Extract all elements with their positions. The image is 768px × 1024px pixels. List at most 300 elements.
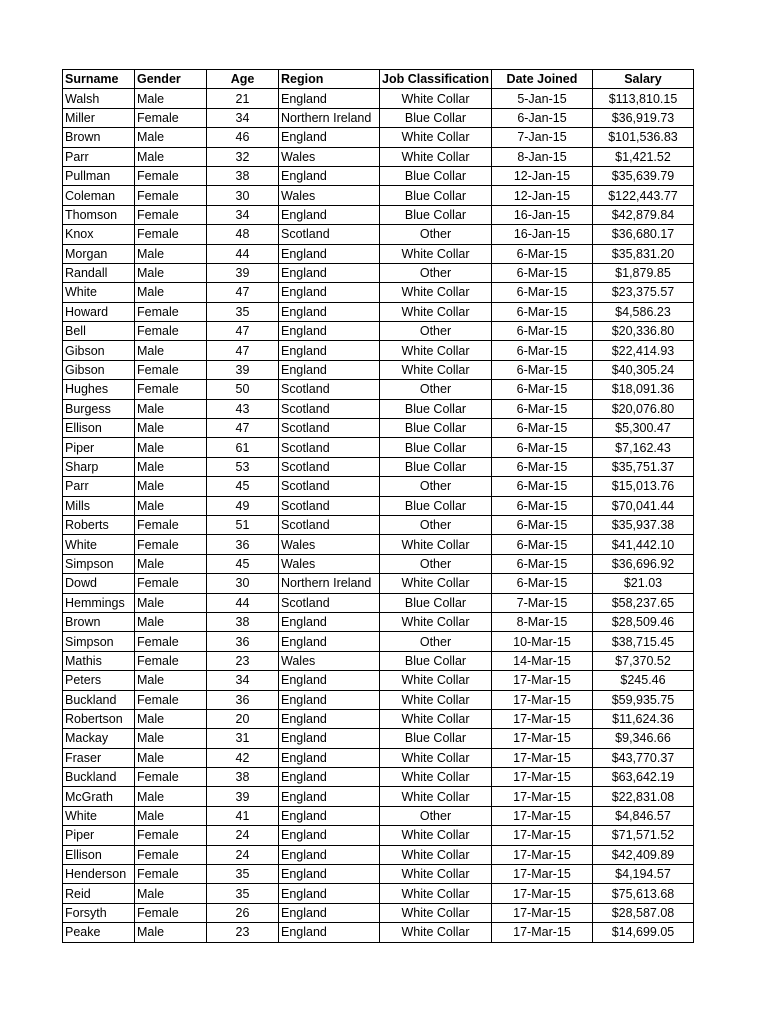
cell-date-joined: 17-Mar-15 — [491, 826, 592, 845]
cell-date-joined: 8-Mar-15 — [491, 612, 592, 631]
table-row — [63, 593, 694, 612]
cell-salary: $35,937.38 — [592, 515, 693, 534]
cell-age: 35 — [207, 302, 279, 321]
cell-job-classification: Blue Collar — [380, 419, 492, 438]
cell-region: England — [279, 806, 380, 825]
cell-gender: Female — [135, 632, 207, 651]
table-row — [63, 690, 694, 709]
cell-date-joined: 5-Jan-15 — [491, 89, 592, 108]
table-row — [63, 225, 694, 244]
cell-job-classification: Other — [380, 477, 492, 496]
cell-surname: Dowd — [63, 574, 135, 593]
cell-job-classification: White Collar — [380, 748, 492, 767]
cell-gender: Female — [135, 690, 207, 709]
cell-date-joined: 6-Mar-15 — [491, 438, 592, 457]
cell-job-classification: White Collar — [380, 341, 492, 360]
cell-salary: $21.03 — [592, 574, 693, 593]
cell-region: Northern Ireland — [279, 108, 380, 127]
cell-date-joined: 6-Mar-15 — [491, 322, 592, 341]
cell-surname: Simpson — [63, 554, 135, 573]
cell-date-joined: 17-Mar-15 — [491, 690, 592, 709]
cell-job-classification: White Collar — [380, 671, 492, 690]
cell-gender: Female — [135, 826, 207, 845]
cell-salary: $122,443.77 — [592, 186, 693, 205]
cell-salary: $35,831.20 — [592, 244, 693, 263]
cell-date-joined: 8-Jan-15 — [491, 147, 592, 166]
cell-age: 38 — [207, 768, 279, 787]
cell-region: Scotland — [279, 419, 380, 438]
table-row — [63, 845, 694, 864]
cell-age: 30 — [207, 574, 279, 593]
table-row — [63, 515, 694, 534]
cell-date-joined: 6-Mar-15 — [491, 399, 592, 418]
cell-gender: Female — [135, 186, 207, 205]
table-row — [63, 574, 694, 593]
cell-gender: Male — [135, 128, 207, 147]
cell-date-joined: 6-Mar-15 — [491, 360, 592, 379]
cell-surname: Coleman — [63, 186, 135, 205]
cell-job-classification: Other — [380, 263, 492, 282]
cell-surname: Bell — [63, 322, 135, 341]
cell-region: Scotland — [279, 225, 380, 244]
table-row — [63, 632, 694, 651]
cell-salary: $4,586.23 — [592, 302, 693, 321]
cell-surname: Roberts — [63, 515, 135, 534]
cell-job-classification: Other — [380, 806, 492, 825]
cell-age: 41 — [207, 806, 279, 825]
cell-job-classification: Other — [380, 380, 492, 399]
cell-age: 44 — [207, 593, 279, 612]
cell-date-joined: 16-Jan-15 — [491, 225, 592, 244]
table-row — [63, 768, 694, 787]
cell-surname: White — [63, 283, 135, 302]
cell-surname: Mathis — [63, 651, 135, 670]
cell-gender: Male — [135, 671, 207, 690]
cell-age: 34 — [207, 205, 279, 224]
table-row — [63, 380, 694, 399]
table-row — [63, 884, 694, 903]
cell-age: 45 — [207, 477, 279, 496]
cell-age: 23 — [207, 923, 279, 942]
cell-surname: Mills — [63, 496, 135, 515]
cell-gender: Female — [135, 302, 207, 321]
cell-surname: Peake — [63, 923, 135, 942]
cell-surname: Hughes — [63, 380, 135, 399]
cell-surname: Miller — [63, 108, 135, 127]
cell-date-joined: 6-Jan-15 — [491, 108, 592, 127]
cell-age: 53 — [207, 457, 279, 476]
table-row — [63, 826, 694, 845]
cell-job-classification: Other — [380, 322, 492, 341]
cell-gender: Female — [135, 108, 207, 127]
cell-age: 47 — [207, 322, 279, 341]
cell-region: England — [279, 748, 380, 767]
cell-job-classification: White Collar — [380, 865, 492, 884]
cell-region: England — [279, 787, 380, 806]
cell-age: 34 — [207, 671, 279, 690]
cell-age: 49 — [207, 496, 279, 515]
cell-surname: Mackay — [63, 729, 135, 748]
cell-gender: Male — [135, 419, 207, 438]
cell-salary: $11,624.36 — [592, 709, 693, 728]
cell-gender: Male — [135, 709, 207, 728]
cell-age: 46 — [207, 128, 279, 147]
cell-surname: Ellison — [63, 419, 135, 438]
cell-job-classification: White Collar — [380, 283, 492, 302]
cell-salary: $75,613.68 — [592, 884, 693, 903]
cell-job-classification: White Collar — [380, 845, 492, 864]
cell-salary: $40,305.24 — [592, 360, 693, 379]
cell-surname: Piper — [63, 438, 135, 457]
header-age: Age — [207, 70, 279, 89]
cell-gender: Male — [135, 923, 207, 942]
cell-gender: Male — [135, 477, 207, 496]
cell-surname: Hemmings — [63, 593, 135, 612]
cell-date-joined: 6-Mar-15 — [491, 380, 592, 399]
cell-surname: Howard — [63, 302, 135, 321]
cell-age: 24 — [207, 826, 279, 845]
cell-region: Scotland — [279, 593, 380, 612]
cell-date-joined: 6-Mar-15 — [491, 477, 592, 496]
cell-gender: Male — [135, 438, 207, 457]
cell-job-classification: White Collar — [380, 903, 492, 922]
cell-job-classification: White Collar — [380, 787, 492, 806]
cell-surname: White — [63, 535, 135, 554]
cell-surname: Piper — [63, 826, 135, 845]
table-row — [63, 729, 694, 748]
cell-salary: $245.46 — [592, 671, 693, 690]
cell-job-classification: Other — [380, 225, 492, 244]
cell-date-joined: 6-Mar-15 — [491, 419, 592, 438]
cell-gender: Male — [135, 806, 207, 825]
cell-gender: Female — [135, 515, 207, 534]
cell-region: Scotland — [279, 438, 380, 457]
cell-date-joined: 17-Mar-15 — [491, 806, 592, 825]
cell-gender: Female — [135, 380, 207, 399]
cell-gender: Male — [135, 787, 207, 806]
cell-salary: $1,879.85 — [592, 263, 693, 282]
cell-job-classification: White Collar — [380, 535, 492, 554]
cell-surname: Gibson — [63, 360, 135, 379]
cell-salary: $18,091.36 — [592, 380, 693, 399]
cell-surname: Simpson — [63, 632, 135, 651]
cell-job-classification: White Collar — [380, 690, 492, 709]
cell-date-joined: 17-Mar-15 — [491, 903, 592, 922]
cell-region: Wales — [279, 554, 380, 573]
table-row — [63, 263, 694, 282]
cell-gender: Female — [135, 574, 207, 593]
cell-job-classification: Blue Collar — [380, 496, 492, 515]
cell-surname: Walsh — [63, 89, 135, 108]
cell-gender: Male — [135, 147, 207, 166]
cell-date-joined: 17-Mar-15 — [491, 787, 592, 806]
header-salary: Salary — [592, 70, 693, 89]
cell-age: 61 — [207, 438, 279, 457]
cell-region: England — [279, 709, 380, 728]
cell-date-joined: 6-Mar-15 — [491, 283, 592, 302]
cell-salary: $20,336.80 — [592, 322, 693, 341]
table-row — [63, 535, 694, 554]
table-row — [63, 554, 694, 573]
cell-job-classification: Other — [380, 515, 492, 534]
table-row — [63, 419, 694, 438]
cell-job-classification: Blue Collar — [380, 205, 492, 224]
cell-salary: $1,421.52 — [592, 147, 693, 166]
cell-salary: $5,300.47 — [592, 419, 693, 438]
cell-region: England — [279, 283, 380, 302]
table-row — [63, 108, 694, 127]
cell-job-classification: White Collar — [380, 884, 492, 903]
header-gender: Gender — [135, 70, 207, 89]
cell-salary: $58,237.65 — [592, 593, 693, 612]
cell-date-joined: 17-Mar-15 — [491, 768, 592, 787]
cell-job-classification: White Collar — [380, 612, 492, 631]
cell-salary: $36,696.92 — [592, 554, 693, 573]
cell-salary: $42,409.89 — [592, 845, 693, 864]
table-row — [63, 787, 694, 806]
cell-region: England — [279, 768, 380, 787]
cell-surname: Randall — [63, 263, 135, 282]
cell-salary: $36,680.17 — [592, 225, 693, 244]
cell-salary: $14,699.05 — [592, 923, 693, 942]
cell-salary: $20,076.80 — [592, 399, 693, 418]
cell-age: 26 — [207, 903, 279, 922]
cell-surname: Parr — [63, 147, 135, 166]
cell-gender: Male — [135, 457, 207, 476]
cell-surname: Robertson — [63, 709, 135, 728]
cell-salary: $63,642.19 — [592, 768, 693, 787]
cell-region: England — [279, 322, 380, 341]
table-row — [63, 457, 694, 476]
cell-surname: Burgess — [63, 399, 135, 418]
cell-region: Wales — [279, 147, 380, 166]
cell-region: England — [279, 826, 380, 845]
table-row — [63, 806, 694, 825]
cell-surname: Forsyth — [63, 903, 135, 922]
cell-job-classification: Blue Collar — [380, 651, 492, 670]
table-row — [63, 651, 694, 670]
cell-surname: Gibson — [63, 341, 135, 360]
cell-age: 39 — [207, 360, 279, 379]
cell-region: England — [279, 166, 380, 185]
cell-region: England — [279, 884, 380, 903]
cell-job-classification: White Collar — [380, 89, 492, 108]
cell-region: England — [279, 341, 380, 360]
cell-gender: Male — [135, 884, 207, 903]
cell-age: 36 — [207, 690, 279, 709]
cell-salary: $71,571.52 — [592, 826, 693, 845]
cell-salary: $7,370.52 — [592, 651, 693, 670]
cell-surname: White — [63, 806, 135, 825]
cell-surname: Fraser — [63, 748, 135, 767]
cell-salary: $43,770.37 — [592, 748, 693, 767]
cell-date-joined: 17-Mar-15 — [491, 923, 592, 942]
cell-age: 38 — [207, 612, 279, 631]
cell-gender: Male — [135, 341, 207, 360]
cell-region: Wales — [279, 535, 380, 554]
cell-region: England — [279, 244, 380, 263]
cell-gender: Female — [135, 322, 207, 341]
cell-surname: Ellison — [63, 845, 135, 864]
cell-surname: Pullman — [63, 166, 135, 185]
cell-gender: Male — [135, 593, 207, 612]
cell-age: 32 — [207, 147, 279, 166]
table-row — [63, 244, 694, 263]
header-surname: Surname — [63, 70, 135, 89]
header-job-classification: Job Classification — [380, 70, 492, 89]
cell-region: Scotland — [279, 477, 380, 496]
cell-age: 38 — [207, 166, 279, 185]
cell-job-classification: White Collar — [380, 128, 492, 147]
cell-date-joined: 17-Mar-15 — [491, 884, 592, 903]
table-row — [63, 399, 694, 418]
table-row — [63, 205, 694, 224]
cell-age: 50 — [207, 380, 279, 399]
cell-age: 45 — [207, 554, 279, 573]
cell-date-joined: 6-Mar-15 — [491, 574, 592, 593]
cell-salary: $41,442.10 — [592, 535, 693, 554]
cell-gender: Male — [135, 554, 207, 573]
table-body — [63, 89, 694, 942]
header-row — [63, 70, 694, 89]
cell-salary: $42,879.84 — [592, 205, 693, 224]
table-row — [63, 283, 694, 302]
table-row — [63, 865, 694, 884]
cell-age: 36 — [207, 535, 279, 554]
cell-surname: Reid — [63, 884, 135, 903]
cell-job-classification: Blue Collar — [380, 438, 492, 457]
cell-job-classification: White Collar — [380, 147, 492, 166]
cell-salary: $36,919.73 — [592, 108, 693, 127]
cell-salary: $113,810.15 — [592, 89, 693, 108]
cell-salary: $70,041.44 — [592, 496, 693, 515]
cell-gender: Male — [135, 244, 207, 263]
cell-gender: Female — [135, 903, 207, 922]
cell-region: England — [279, 845, 380, 864]
cell-surname: Brown — [63, 128, 135, 147]
cell-region: England — [279, 360, 380, 379]
cell-gender: Female — [135, 768, 207, 787]
cell-region: England — [279, 263, 380, 282]
cell-job-classification: Blue Collar — [380, 729, 492, 748]
cell-age: 43 — [207, 399, 279, 418]
cell-job-classification: White Collar — [380, 768, 492, 787]
cell-region: England — [279, 612, 380, 631]
cell-gender: Female — [135, 535, 207, 554]
cell-salary: $38,715.45 — [592, 632, 693, 651]
cell-date-joined: 6-Mar-15 — [491, 457, 592, 476]
cell-salary: $22,831.08 — [592, 787, 693, 806]
cell-salary: $4,846.57 — [592, 806, 693, 825]
cell-job-classification: White Collar — [380, 360, 492, 379]
cell-surname: Parr — [63, 477, 135, 496]
table-row — [63, 438, 694, 457]
header-region: Region — [279, 70, 380, 89]
cell-gender: Female — [135, 166, 207, 185]
cell-age: 21 — [207, 89, 279, 108]
cell-date-joined: 17-Mar-15 — [491, 845, 592, 864]
cell-age: 51 — [207, 515, 279, 534]
cell-gender: Male — [135, 399, 207, 418]
cell-date-joined: 12-Jan-15 — [491, 186, 592, 205]
cell-gender: Male — [135, 283, 207, 302]
cell-age: 47 — [207, 341, 279, 360]
cell-salary: $9,346.66 — [592, 729, 693, 748]
cell-age: 42 — [207, 748, 279, 767]
cell-region: England — [279, 923, 380, 942]
cell-surname: McGrath — [63, 787, 135, 806]
table-header — [63, 70, 694, 89]
cell-region: England — [279, 865, 380, 884]
table-row — [63, 128, 694, 147]
cell-surname: Peters — [63, 671, 135, 690]
cell-job-classification: White Collar — [380, 302, 492, 321]
cell-job-classification: Blue Collar — [380, 457, 492, 476]
cell-date-joined: 6-Mar-15 — [491, 244, 592, 263]
cell-age: 48 — [207, 225, 279, 244]
table-row — [63, 496, 694, 515]
cell-surname: Henderson — [63, 865, 135, 884]
cell-gender: Male — [135, 496, 207, 515]
employee-table — [62, 69, 694, 943]
table-row — [63, 89, 694, 108]
cell-salary: $35,639.79 — [592, 166, 693, 185]
table-row — [63, 360, 694, 379]
cell-region: England — [279, 89, 380, 108]
table-row — [63, 341, 694, 360]
cell-age: 23 — [207, 651, 279, 670]
cell-age: 39 — [207, 263, 279, 282]
cell-date-joined: 17-Mar-15 — [491, 709, 592, 728]
cell-date-joined: 6-Mar-15 — [491, 515, 592, 534]
cell-region: England — [279, 671, 380, 690]
cell-job-classification: Other — [380, 632, 492, 651]
cell-gender: Male — [135, 89, 207, 108]
cell-region: England — [279, 690, 380, 709]
cell-region: England — [279, 302, 380, 321]
cell-age: 30 — [207, 186, 279, 205]
cell-job-classification: White Collar — [380, 826, 492, 845]
cell-salary: $7,162.43 — [592, 438, 693, 457]
cell-age: 44 — [207, 244, 279, 263]
cell-region: England — [279, 128, 380, 147]
cell-region: England — [279, 632, 380, 651]
table-row — [63, 302, 694, 321]
cell-gender: Female — [135, 360, 207, 379]
cell-age: 34 — [207, 108, 279, 127]
cell-date-joined: 6-Mar-15 — [491, 263, 592, 282]
table-row — [63, 709, 694, 728]
cell-gender: Female — [135, 845, 207, 864]
cell-surname: Buckland — [63, 768, 135, 787]
cell-region: Wales — [279, 651, 380, 670]
table-row — [63, 147, 694, 166]
cell-job-classification: Blue Collar — [380, 108, 492, 127]
cell-age: 24 — [207, 845, 279, 864]
cell-age: 35 — [207, 884, 279, 903]
cell-salary: $15,013.76 — [592, 477, 693, 496]
cell-job-classification: White Collar — [380, 709, 492, 728]
cell-age: 35 — [207, 865, 279, 884]
cell-salary: $101,536.83 — [592, 128, 693, 147]
cell-job-classification: Blue Collar — [380, 166, 492, 185]
table-row — [63, 322, 694, 341]
cell-surname: Knox — [63, 225, 135, 244]
cell-region: England — [279, 903, 380, 922]
cell-region: Scotland — [279, 399, 380, 418]
cell-gender: Male — [135, 612, 207, 631]
cell-region: Scotland — [279, 380, 380, 399]
